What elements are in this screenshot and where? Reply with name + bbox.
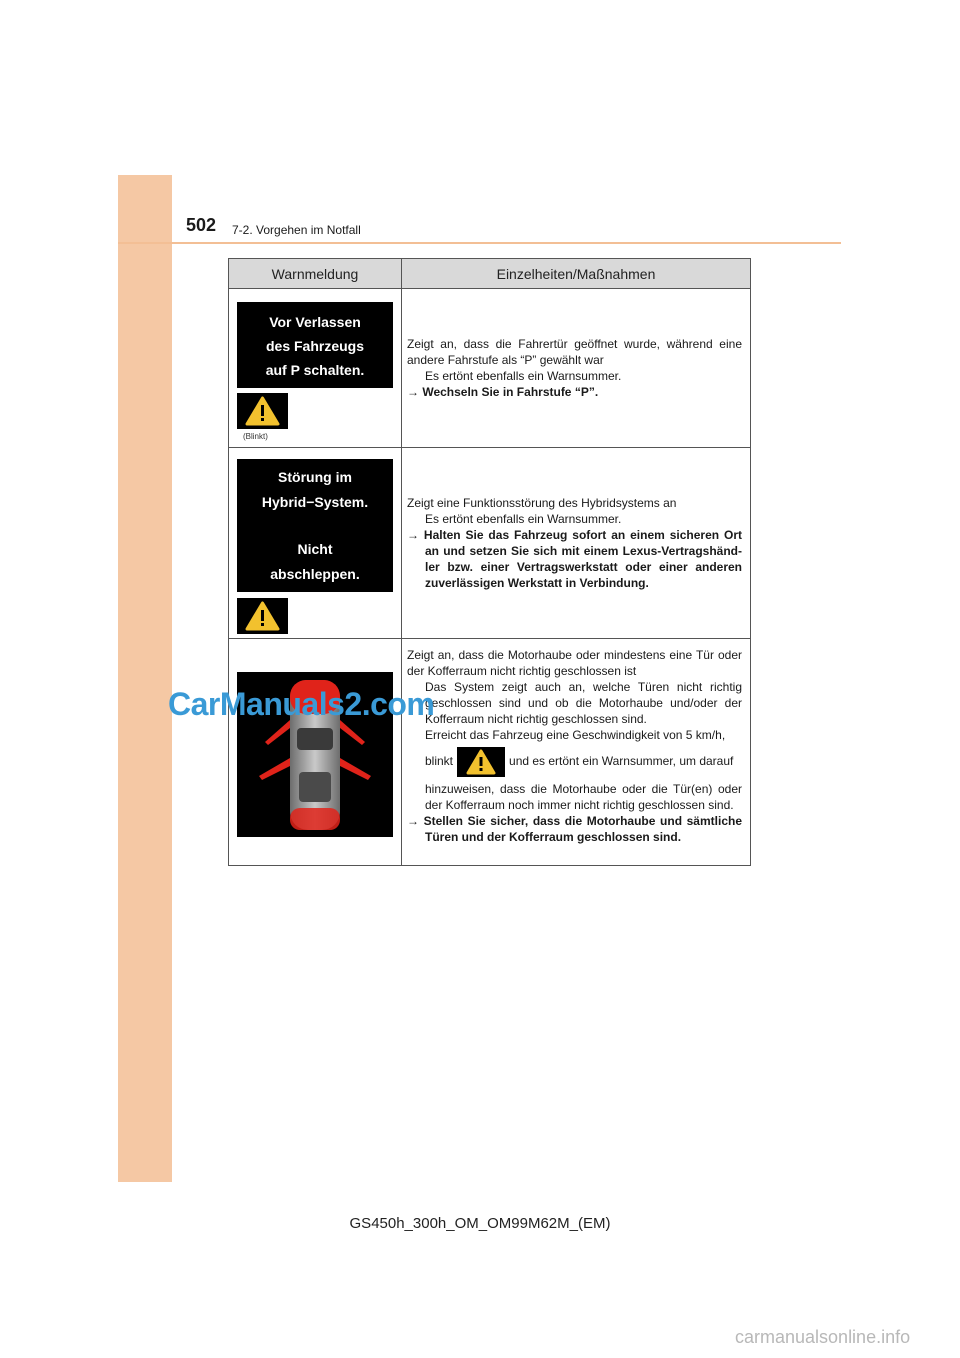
section-title: 7-2. Vorgehen im Notfall: [232, 223, 361, 237]
details-cell: [402, 289, 751, 448]
details-cell: [402, 448, 751, 639]
action-text: → Stellen Sie sicher, dass die Motorhaube und sämtliche Türen und der Kofferraum geschlossen sind.: [407, 814, 742, 844]
display-message: [237, 459, 393, 592]
note-text: Das System zeigt auch an, welche Türen nicht richtig geschlossen sind und ob die Motorhaube und/oder der Kofferraum nicht richtig geschlossen sind.: [425, 680, 742, 726]
description-text: Zeigt eine Funktionsstörung des Hybridsystems an: [407, 496, 677, 510]
note-text: Erreicht das Fahrzeug eine Geschwindigkeit von 5 km/h,: [425, 728, 726, 742]
warning-image-cell: [229, 639, 402, 866]
table-row: [229, 639, 751, 866]
warning-image-cell: [229, 289, 402, 448]
side-color-band: [118, 175, 172, 1182]
display-line: Nicht: [297, 541, 333, 557]
note-text: Es ertönt ebenfalls ein Warnsummer.: [425, 512, 622, 526]
table-row: [229, 289, 751, 448]
warning-triangle-icon: [457, 747, 505, 777]
column-header-details: Einzelheiten/Maßnahmen: [402, 259, 751, 289]
blink-note: (Blinkt): [243, 432, 268, 441]
warning-triangle-icon: [237, 393, 288, 429]
watermark-logo: CarManuals2.com: [168, 686, 435, 722]
warning-table: [228, 258, 751, 866]
header-rule: [118, 242, 841, 244]
action-text: → Wechseln Sie in Fahrstufe “P”.: [407, 385, 599, 399]
note-text: hinzuweisen, dass die Motorhaube oder die Tür(en) oder der Kofferraum noch immer nicht richtig geschlossen sind.: [425, 782, 742, 812]
details-cell: [402, 639, 751, 866]
table-row: [229, 448, 751, 639]
page-number: 502: [186, 215, 217, 235]
description-text: Zeigt an, dass die Motorhaube oder mindestens eine Tür oder der Kofferraum nicht richtig geschlossen ist: [407, 648, 742, 678]
watermark-corner: carmanualsonline.info: [735, 1327, 911, 1347]
document-footer: GS450h_300h_OM_OM99M62M_(EM): [349, 1215, 611, 1232]
display-message: [237, 302, 393, 388]
display-line: Hybrid−System.: [261, 494, 369, 510]
display-line: Störung im: [278, 469, 352, 485]
display-line: Vor Verlassen: [269, 314, 361, 330]
display-line: auf P schalten.: [265, 362, 365, 378]
warning-triangle-icon: [237, 598, 288, 634]
action-text: → Halten Sie das Fahrzeug sofort an einem sicheren Ort an und setzen Sie sich mit einem Lexus-Vertragshänd-ler bzw. einer Vertragswerkstatt oder einer anderen zuverlässigen Werkstatt in Verbindung.: [407, 528, 742, 590]
note-with-icon: [407, 747, 742, 777]
note-text: und es ertönt ein Warnsummer, um darauf: [509, 754, 734, 769]
warning-image-cell: [229, 448, 402, 639]
display-line: des Fahrzeugs: [265, 338, 365, 354]
display-line: abschleppen.: [270, 566, 360, 582]
note-text: blinkt: [425, 754, 454, 769]
note-text: Es ertönt ebenfalls ein Warnsummer.: [425, 369, 622, 383]
column-header-warning: Warnmeldung: [229, 259, 402, 289]
table-header-row: [229, 259, 751, 289]
description-text: Zeigt an, dass die Fahrertür geöffnet wurde, während eine andere Fahrstufe als “P” gewählt war: [407, 337, 742, 367]
